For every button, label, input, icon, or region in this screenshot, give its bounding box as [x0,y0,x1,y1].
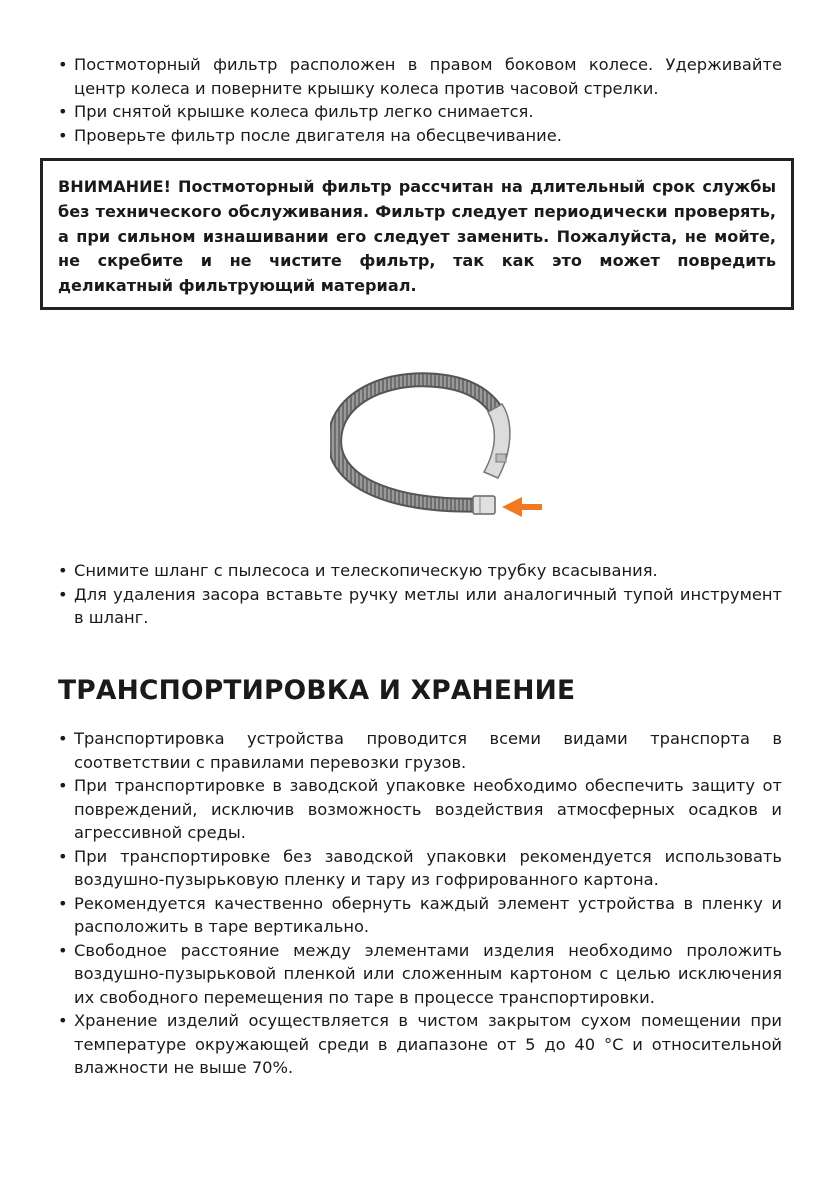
list-item: • При снятой крышке колеса фильтр легко снимается. [58,100,782,124]
list-item: • Транспортировка устройства проводится всеми видами транспорта в соответствии с правилами перевозки грузов. [58,727,782,774]
hose-connector-icon [473,496,495,514]
list-item: • Рекомендуется качественно обернуть каждый элемент устройства в пленку и расположить в таре вертикально. [58,892,782,939]
list-item: • При транспортировке в заводской упаковке необходимо обеспечить защиту от повреждений, исключив возможность воздействия атмосферных осадков и агрессивной среды. [58,774,782,845]
list-item: • При транспортировке без заводской упаковки рекомендуется использовать воздушно-пузырьковую пленку и тару из гофрированного картона. [58,845,782,892]
list-item: • Проверьте фильтр после двигателя на обесцвечивание. [58,124,782,148]
hose-illustration [330,372,550,522]
list-item: • Для удаления засора вставьте ручку метлы или аналогичный тупой инструмент в шланг. [58,583,782,630]
arrow-left-icon [502,497,542,517]
list-item: • Снимите шланг с пылесоса и телескопическую трубку всасывания. [58,559,782,583]
hose-icon [335,380,500,505]
hose-handle-icon [484,404,510,478]
warning-box [40,158,794,310]
hose-instructions-list [58,559,782,630]
list-item: • Постмоторный фильтр расположен в правом боковом колесе. Удерживайте центр колеса и поверните крышку колеса против часовой стрелки. [58,53,782,100]
filter-instructions-list [58,53,782,147]
list-item: • Хранение изделий осуществляется в чистом закрытом сухом помещении при температуре окружающей среди в диапазоне от 5 до 40 °С и относительной влажности не выше 70%. [58,1009,782,1080]
warning-text: ВНИМАНИЕ! Постмоторный фильтр рассчитан на длительный срок службы без технического обслуживания. Фильтр следует периодически проверять, а при сильном изнашивании его следует заменить. Пожалуйста, не мойте, не скребите и не чистите фильтр, так как это может повредить деликатный фильтрующий материал. [58,177,776,296]
storage-instructions-list [58,727,782,1080]
section-title: ТРАНСПОРТИРОВКА И ХРАНЕНИЕ [58,675,576,706]
list-item: • Свободное расстояние между элементами изделия необходимо проложить воздушно-пузырьковой пленкой или сложенным картоном с целью исключения их свободного перемещения по таре в процессе транспортировки. [58,939,782,1010]
